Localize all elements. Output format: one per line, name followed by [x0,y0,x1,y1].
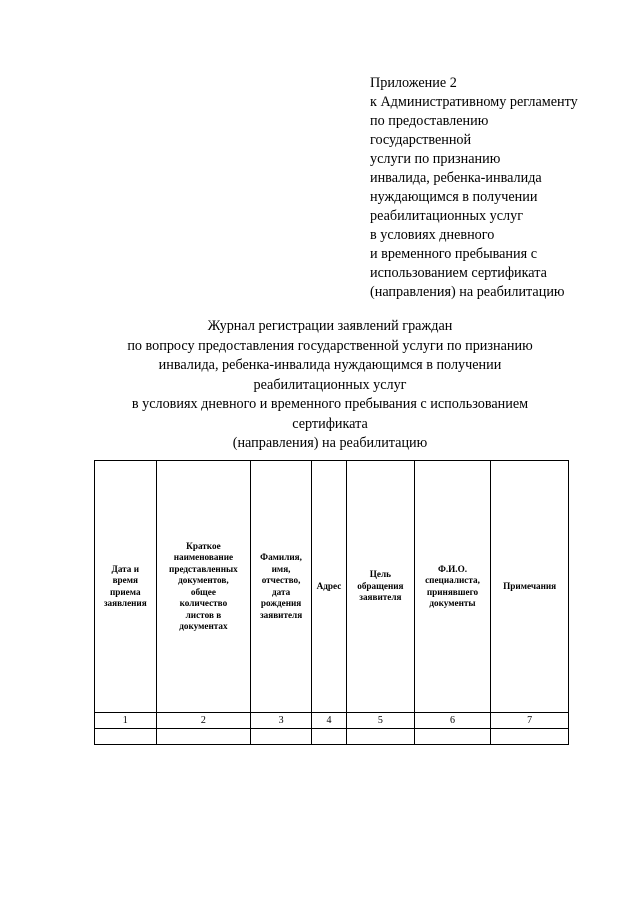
appendix-line: в условиях дневного [370,227,495,243]
journal-title [60,317,600,454]
table-header-row [95,461,569,713]
header-text: Адрес [316,580,342,591]
header-text: имя, [271,563,291,574]
header-text: наименование [173,552,234,562]
column-number-row [95,713,569,729]
header-text: заявления [103,598,147,608]
header-text: принявшего [426,586,479,597]
header-text: Ф.И.О. [437,563,468,574]
appendix-line: реабилитационных услуг [370,208,524,224]
journal-title-line: (направления) на реабилитацию [232,435,428,451]
header-cell-purpose [347,461,415,713]
header-text: количество [179,598,228,608]
appendix-line: государственной [370,132,472,148]
appendix-line: и временного пребывания с [370,246,537,262]
header-cell-address [311,461,346,713]
appendix-note [370,74,630,302]
journal-title-line: реабилитационных услуг [253,376,407,393]
empty-cell [347,729,415,745]
header-text: документах [179,621,228,631]
header-text: заявителя [259,609,303,620]
empty-cell [251,729,312,745]
header-text: Дата и [111,563,139,574]
header-text: время [112,575,138,585]
empty-cell [414,729,491,745]
column-number: 1 [95,713,157,729]
journal-title-line: Журнал регистрации заявлений граждан [207,318,453,334]
column-number: 6 [414,713,491,729]
column-number: 3 [251,713,312,729]
registration-table [94,460,569,745]
header-text: Краткое [186,540,221,551]
appendix-line: (направления) на реабилитацию [370,284,565,300]
header-cell-documents [156,461,251,713]
column-number: 5 [347,713,415,729]
empty-cell [311,729,346,745]
appendix-line: использованием сертификата [370,265,547,281]
appendix-line: нуждающимся в получении [370,189,538,205]
header-cell-applicant-name [251,461,312,713]
column-number: 2 [156,713,251,729]
header-text: документы [429,598,476,608]
appendix-line: к Административному регламенту [370,94,578,110]
appendix-line: инвалида, ребенка-инвалида [370,170,542,186]
header-text: общее [190,586,216,597]
column-number: 4 [311,713,346,729]
header-text: специалиста, [425,575,480,585]
header-text: Цель [369,569,392,580]
header-text: заявителя [359,592,402,603]
header-text: представленных [169,563,238,574]
table-row-empty [95,729,569,745]
appendix-line: по предоставлению [370,113,489,129]
journal-title-line: инвалида, ребенка-инвалида нуждающимся в получении [158,357,502,373]
appendix-line: Приложение 2 [370,75,457,91]
header-text: листов в [185,609,222,620]
header-text: рождения [260,598,302,608]
empty-cell [95,729,157,745]
appendix-line: услуги по признанию [370,151,501,167]
empty-cell [491,729,569,745]
header-text: Примечания [503,580,557,591]
journal-title-line: по вопросу предоставления государственной услуги по признанию [127,337,533,354]
header-text: отчество, [261,575,301,585]
journal-title-line: сертификата [292,415,368,432]
header-text: Фамилия, [260,552,302,562]
header-cell-notes [491,461,569,713]
journal-title-line: в условиях дневного и временного пребывания с использованием [131,396,529,412]
empty-cell [156,729,251,745]
header-text: документов, [178,575,229,585]
header-cell-specialist [414,461,491,713]
header-cell-date-time [95,461,157,713]
header-text: обращения [357,580,404,591]
column-number: 7 [491,713,569,729]
header-text: дата [271,586,291,597]
header-text: приема [109,586,141,597]
